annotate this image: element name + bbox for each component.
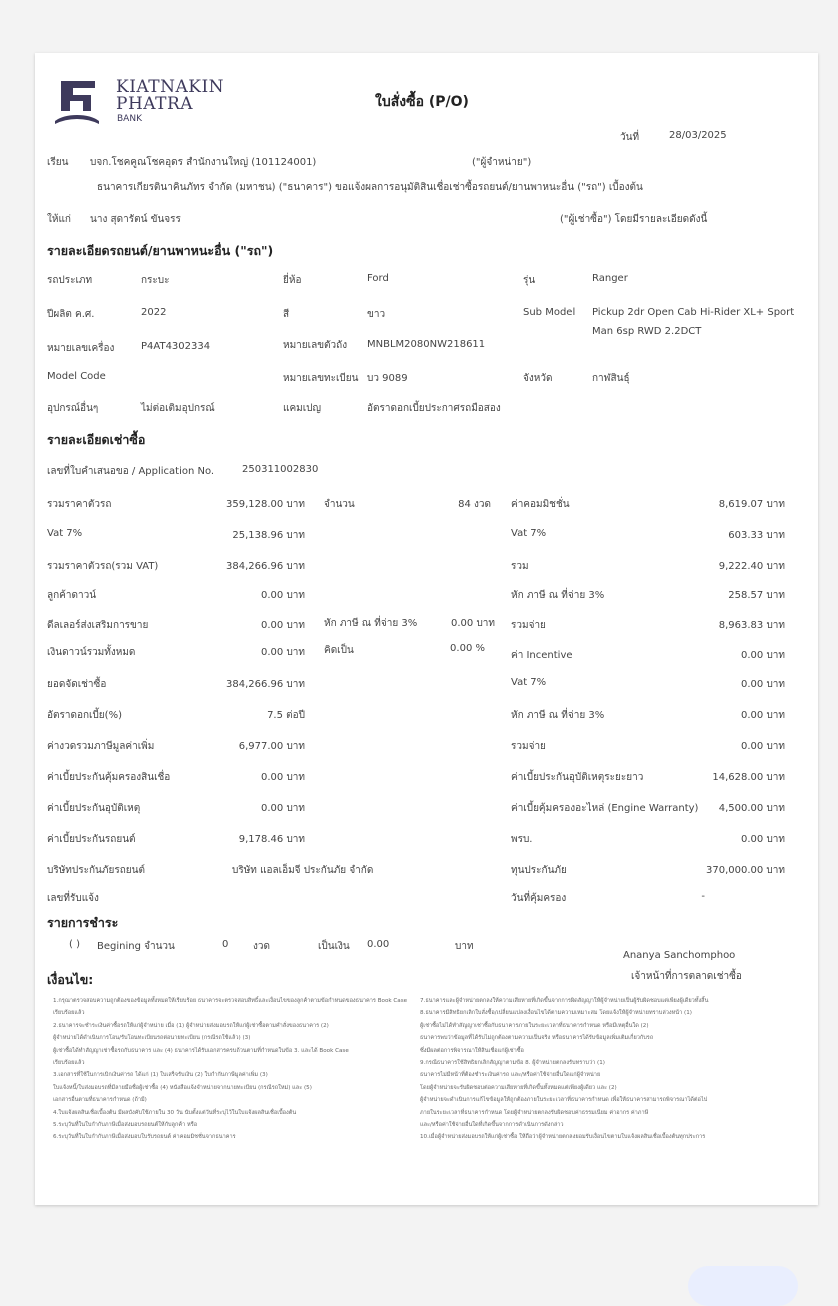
- date-label: วันที่: [620, 132, 640, 143]
- submodel-line2: Man 6sp RWD 2.2DCT: [592, 326, 702, 337]
- chassis-value: MNBLM2080NW218611: [367, 339, 486, 350]
- submodel-label: Sub Model: [523, 307, 576, 318]
- plate-label: หมายเลขทะเบียน: [283, 373, 359, 384]
- province-value: กาฬสินธุ์: [592, 373, 630, 384]
- amount-currency: บาท: [455, 941, 474, 952]
- lease-right-label: พรบ.: [511, 834, 533, 845]
- lease-left-label: รวมราคาตัวรถ(รวม VAT): [47, 561, 159, 572]
- modelcode-label: Model Code: [47, 371, 106, 382]
- approval-text: ธนาคารเกียรตินาคินภัทร จำกัด (มหาชน) ("ธนาคาร") ขอแจ้งผลการอนุมัติสินเชื่อเช่าซื้อรถยนต์/ยานพาหนะอื่น ("รถ") เบื้องต้น: [97, 182, 643, 193]
- conditions-right-column: [420, 995, 805, 1144]
- officer-role: เจ้าหน้าที่การตลาดเช่าซื้อ: [631, 971, 742, 982]
- lease-right-label: ค่าเบี้ยคุ้มครองอะไหล่ (Engine Warranty): [511, 803, 699, 814]
- lease-left-label: ยอดจัดเช่าซื้อ: [47, 679, 107, 690]
- vehicle-type-label: รถประเภท: [47, 275, 93, 286]
- lease-left-label: ค่างวดรวมภาษีมูลค่าเพิ่ม: [47, 741, 155, 752]
- condition-line: 3.เอกสารที่ใช้ในการเบิกเงินค่ารถ ได้แก่ (1) ใบเสร็จรับเงิน (2) ใบกำกับภาษีมูลค่าเพิ่ม (3): [53, 1072, 268, 1079]
- lease-left-value: 7.5 ต่อปี: [267, 710, 305, 721]
- brand-value: Ford: [367, 273, 389, 284]
- lease-right-label: วันที่คุ้มครอง: [511, 893, 567, 904]
- lease-right-label: ค่าเบี้ยประกันอุบัติเหตุระยะยาว: [511, 772, 644, 783]
- lease-left-value: 6,977.00 บาท: [238, 741, 305, 752]
- lease-right-label: รวมจ่าย: [511, 620, 546, 631]
- lease-left-value: 0.00 บาท: [261, 647, 305, 658]
- amount-value: 0.00: [367, 939, 390, 950]
- condition-line: ผู้จำหน่ายจะดำเนินการแก้ไขข้อมูลให้ถูกต้องภายในระยะเวลาที่ธนาคารกำหนด เพื่อให้ธนาคารสามารถพิจารณาได้ต่อไป: [420, 1097, 708, 1104]
- lease-left-value: 0.00 บาท: [261, 620, 305, 631]
- begin-label: Begining จำนวน: [97, 941, 175, 952]
- province-label: จังหวัด: [523, 373, 553, 384]
- to-label: เรียน: [47, 157, 69, 168]
- begin-unit: งวด: [253, 941, 270, 952]
- condition-line: ธนาคารพบว่าข้อมูลที่ได้รับไม่ถูกต้องตามความเป็นจริง หรือธนาคารได้รับข้อมูลเพิ่มเติมเกี่ยวกับรถ: [420, 1035, 654, 1042]
- year-value: 2022: [141, 307, 167, 318]
- lease-right-value: 603.33 บาท: [728, 530, 785, 541]
- lease-right-value: -: [701, 891, 705, 902]
- application-no-value: 250311002830: [242, 464, 319, 475]
- conditions-left-column: [53, 995, 418, 1144]
- condition-line: และ/หรือค่าใช้จ่ายอื่นใดที่เกิดขึ้นจากการดำเนินการดังกล่าว: [420, 1122, 564, 1129]
- condition-line: โดยผู้จำหน่ายจะรับผิดชอบต่อความเสียหายที่เกิดขึ้นทั้งหมดแต่เพียงผู้เดียว และ (2): [420, 1084, 617, 1091]
- lease-left-value: บริษัท แอลเอ็มจี ประกันภัย จำกัด: [232, 865, 374, 876]
- officer-name: Ananya Sanchomphoo: [623, 950, 736, 961]
- payment-section-title: รายการชำระ: [47, 915, 119, 930]
- lease-left-value: 384,266.96 บาท: [226, 679, 305, 690]
- lease-left-value: 0.00 บาท: [261, 772, 305, 783]
- lease-left-label: เลขที่รับแจ้ง: [47, 893, 99, 904]
- lease-left-label: ลูกค้าดาวน์: [47, 590, 97, 601]
- lease-left-label: อัตราดอกเบี้ย(%): [47, 710, 122, 721]
- condition-line: ใบแจ้งหนี้/ใบส่งมอบรถที่มีลายมือชื่อผู้เช่าซื้อ (4) หนังสือแจ้งจำหน่ายจากนายทะเบียน (กรณีรถใหม่) และ (5): [53, 1084, 312, 1091]
- lease-left-value: 0.00 บาท: [261, 590, 305, 601]
- kiatnakin-logo-icon: [53, 75, 101, 125]
- color-value: ขาว: [367, 309, 386, 320]
- lease-left-label: บริษัทประกันภัยรถยนต์: [47, 865, 145, 876]
- document-title: ใบสั่งซื้อ (P/O): [375, 94, 469, 110]
- lease-left-value: 359,128.00 บาท: [226, 499, 305, 510]
- lease-left-label: รวมราคาตัวรถ: [47, 499, 112, 510]
- engine-value: P4AT4302334: [141, 341, 211, 352]
- condition-line: 9.กรณีธนาคารใช้สิทธิยกเลิกสัญญาตามข้อ 8. ผู้จำหน่ายตกลงรับทราบว่า (1): [420, 1060, 605, 1067]
- lease-right-value: 370,000.00 บาท: [706, 865, 785, 876]
- lease-left-label: ค่าเบี้ยประกันอุบัติเหตุ: [47, 803, 141, 814]
- year-label: ปีผลิต ค.ศ.: [47, 309, 95, 320]
- calc-value: 0.00 %: [450, 643, 485, 654]
- purchase-order-document: [35, 53, 818, 1205]
- condition-line: เรียบร้อยแล้ว: [53, 1060, 85, 1067]
- bank-name-line3: BANK: [117, 114, 142, 124]
- condition-line: 5.ระบุวันที่ในใบกำกับภาษีเมื่อส่งมอบรถยนต์ให้กับลูกค้า หรือ: [53, 1122, 198, 1129]
- condition-line: 8.ธนาคารมีสิทธิยกเลิกใบสั่งซื้อ/เปลี่ยนแปลงเงื่อนไขได้ตามความเหมาะสม โดยแจ้งให้ผู้จำหน่ายทราบล่วงหน้า (1): [420, 1010, 692, 1017]
- plate-value: บว 9089: [367, 373, 408, 384]
- payment-checkbox[interactable]: ( ): [69, 939, 80, 950]
- vehicle-section-title: รายละเอียดรถยนต์/ยานพาหนะอื่น ("รถ"): [47, 243, 274, 258]
- chassis-label: หมายเลขตัวถัง: [283, 340, 348, 351]
- bank-logo: [53, 75, 101, 129]
- lease-left-label: ดีลเลอร์ส่งเสริมการขาย: [47, 620, 149, 631]
- lease-left-label: Vat 7%: [47, 528, 83, 539]
- date-value: 28/03/2025: [669, 130, 727, 141]
- lease-left-value: 25,138.96 บาท: [232, 530, 305, 541]
- conditions-title: เงื่อนไข:: [47, 972, 94, 987]
- condition-line: ผู้จำหน่ายได้ดำเนินการโอน/รับโอนทะเบียนรถต่อนายทะเบียน (กรณีรถใช้แล้ว) (3): [53, 1035, 251, 1042]
- for-value: นาง สุดารัตน์ ขันจรร: [90, 214, 181, 225]
- lease-left-label: เงินดาวน์รวมทั้งหมด: [47, 647, 136, 658]
- lease-right-label: ค่าคอมมิชชั่น: [511, 499, 570, 510]
- condition-line: ผู้เช่าซื้อได้ทำสัญญาเช่าซื้อรถกับธนาคาร และ (4) ธนาคารได้รับเอกสารครบถ้วนตามที่กำหนดในข้อ 3. และได้ Book Case: [53, 1047, 349, 1054]
- accessories-value: ไม่ต่อเติมอุปกรณ์: [141, 403, 215, 414]
- lease-right-value: 8,963.83 บาท: [718, 620, 785, 631]
- lease-right-value: 8,619.07 บาท: [718, 499, 785, 510]
- lease-right-value: 0.00 บาท: [741, 679, 785, 690]
- for-label: ให้แก่: [47, 214, 71, 225]
- lease-left-value: 0.00 บาท: [261, 803, 305, 814]
- condition-line: เรียบร้อยแล้ว: [53, 1010, 85, 1017]
- condition-line: 2.ธนาคารจะชำระเงินค่าซื้อรถให้แก่ผู้จำหน่าย เมื่อ (1) ผู้จำหน่ายส่งมอบรถให้แก่ผู้เช่าซื้อตามคำสั่งของธนาคาร (2): [53, 1022, 329, 1029]
- lease-right-label: หัก ภาษี ณ ที่จ่าย 3%: [511, 710, 605, 721]
- condition-line: ภายในระยะเวลาที่ธนาคารกำหนด โดยผู้จำหน่ายตกลงรับผิดชอบค่าธรรมเนียม ค่าอากร ค่าภาษี: [420, 1109, 649, 1116]
- lease-right-label: Vat 7%: [511, 528, 547, 539]
- lease-right-label: ค่า Incentive: [511, 650, 573, 661]
- lease-right-label: รวมจ่าย: [511, 741, 546, 752]
- lease-right-label: ทุนประกันภัย: [511, 865, 567, 876]
- mid-wht-label: หัก ภาษี ณ ที่จ่าย 3%: [324, 618, 418, 629]
- lease-right-value: 14,628.00 บาท: [712, 772, 785, 783]
- term-value: 84 งวด: [458, 499, 491, 510]
- lease-left-value: 384,266.96 บาท: [226, 561, 305, 572]
- condition-line: ซึ่งมีผลต่อการพิจารณาให้สินเชื่อแก่ผู้เช่าซื้อ: [420, 1047, 524, 1054]
- bank-name-line1: KIATNAKIN: [116, 77, 225, 97]
- lease-right-label: หัก ภาษี ณ ที่จ่าย 3%: [511, 590, 605, 601]
- model-label: รุ่น: [523, 275, 536, 286]
- condition-line: ธนาคารไม่มีหน้าที่ต้องชำระเงินค่ารถ และ/หรือค่าใช้จ่ายอื่นใดแก่ผู้จำหน่าย: [420, 1072, 601, 1079]
- brand-label: ยี่ห้อ: [283, 275, 302, 286]
- begin-count: 0: [222, 939, 229, 950]
- campaign-value: อัตราดอกเบี้ยประกาศรถมือสอง: [367, 403, 501, 414]
- floating-action-button[interactable]: [688, 1266, 798, 1306]
- mid-wht-value: 0.00 บาท: [451, 618, 495, 629]
- lease-section-title: รายละเอียดเช่าซื้อ: [47, 432, 146, 447]
- model-value: Ranger: [592, 273, 628, 284]
- lease-right-label: รวม: [511, 561, 529, 572]
- bank-name-line2: PHATRA: [116, 94, 194, 114]
- lease-right-label: Vat 7%: [511, 677, 547, 688]
- vehicle-type-value: กระบะ: [141, 275, 170, 286]
- application-no-label: เลขที่ใบคำเสนอขอ / Application No.: [47, 466, 215, 477]
- lease-left-label: ค่าเบี้ยประกันรถยนต์: [47, 834, 136, 845]
- lease-left-value: 9,178.46 บาท: [238, 834, 305, 845]
- lease-right-value: 0.00 บาท: [741, 650, 785, 661]
- lease-right-value: 258.57 บาท: [728, 590, 785, 601]
- to-value: บจก.โชคคูณโชคอุดร สำนักงานใหญ่ (101124001): [90, 157, 317, 168]
- for-role: ("ผู้เช่าซื้อ") โดยมีรายละเอียดดังนี้: [560, 214, 708, 225]
- term-label: จำนวน: [324, 499, 355, 510]
- lease-left-label: ค่าเบี้ยประกันคุ้มครองสินเชื่อ: [47, 772, 171, 783]
- engine-label: หมายเลขเครื่อง: [47, 343, 115, 354]
- lease-right-value: 0.00 บาท: [741, 834, 785, 845]
- condition-line: 6.ระบุวันที่ในใบกำกับภาษีเมื่อส่งมอบใบรับรถยนต์ ค่าคอมมิชชั่นจากธนาคาร: [53, 1134, 236, 1141]
- submodel-line1: Pickup 2dr Open Cab Hi-Rider XL+ Sport: [592, 307, 795, 318]
- calc-label: คิดเป็น: [324, 645, 354, 656]
- accessories-label: อุปกรณ์อื่นๆ: [47, 403, 99, 414]
- condition-line: 1.กรุณาตรวจสอบความถูกต้องของข้อมูลทั้งหมดให้เรียบร้อย ธนาคารจะตรวจสอบสิทธิ์และเงื่อนไขของลูกค้าตามข้อกำหนดของธนาคาร Book Case: [53, 998, 408, 1004]
- condition-line: ผู้เช่าซื้อไม่ได้ทำสัญญาเช่าซื้อกับธนาคารภายในระยะเวลาที่ธนาคารกำหนด หรือมีเหตุอื่นใด (2): [420, 1022, 649, 1029]
- lease-right-value: 9,222.40 บาท: [718, 561, 785, 572]
- to-role: ("ผู้จำหน่าย"): [472, 157, 532, 168]
- condition-line: 4.ใบแจ้งผลสินเชื่อเบื้องต้น มีผลบังคับใช้ภายใน 30 วัน นับตั้งแต่วันที่ระบุไว้ในใบแจ้งผลสินเชื่อเบื้องต้น: [53, 1109, 297, 1116]
- condition-line: เอกสารอื่นตามที่ธนาคารกำหนด (ถ้ามี): [53, 1097, 147, 1104]
- lease-right-value: 0.00 บาท: [741, 741, 785, 752]
- amount-label: เป็นเงิน: [318, 941, 350, 952]
- lease-right-value: 4,500.00 บาท: [718, 803, 785, 814]
- campaign-label: แคมเปญ: [283, 403, 322, 414]
- condition-line: 10.เมื่อผู้จำหน่ายส่งมอบรถให้แก่ผู้เช่าซื้อ ให้ถือว่าผู้จำหน่ายตกลงยอมรับเงื่อนไขตามใบแจ้งผลสินเชื่อเบื้องต้นทุกประการ: [420, 1134, 706, 1141]
- lease-right-value: 0.00 บาท: [741, 710, 785, 721]
- condition-line: 7.ธนาคารและผู้จำหน่ายตกลงให้ความเสียหายที่เกิดขึ้นจากการผิดสัญญาให้ผู้จำหน่ายเป็นผู้รับผิดชอบแต่เพียงผู้เดียวทั้งสิ้น: [420, 998, 709, 1004]
- color-label: สี: [283, 309, 290, 320]
